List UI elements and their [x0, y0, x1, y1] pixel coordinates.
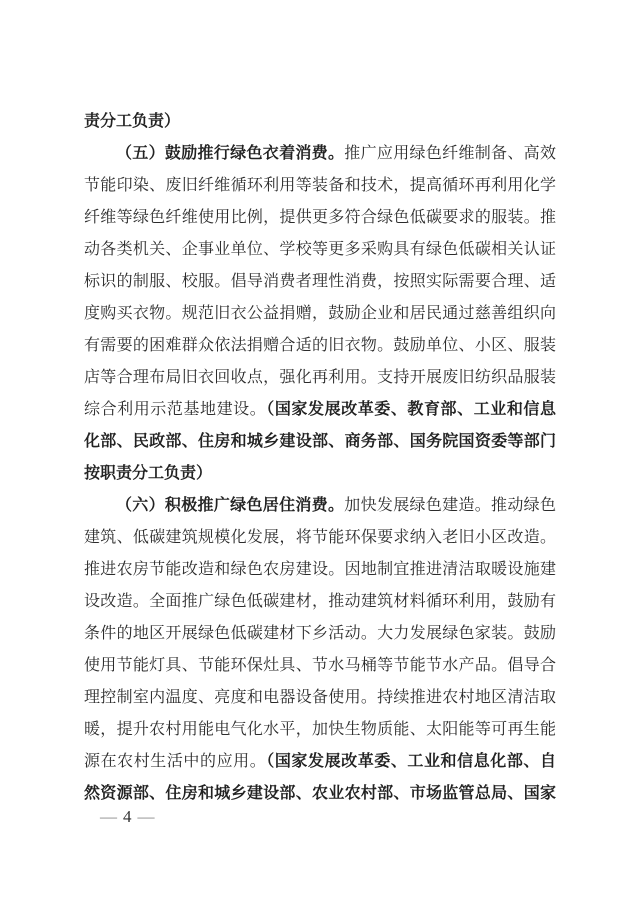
text-line [84, 426, 556, 458]
text-run: 条件的地区开展绿色低碳建材下乡活动。大力发展绿色家装。鼓励 [84, 625, 556, 642]
bold-text-run: 化部、民政部、住房和城乡建设部、商务部、国务院国资委等部门 [84, 433, 556, 450]
text-run: 推进农房节能改造和绿色农房建设。因地制宜推进清洁取暖设施建 [84, 561, 556, 578]
text-line [84, 266, 556, 298]
text-line [84, 490, 556, 522]
text-run: 纤维等绿色纤维使用比例，提供更多符合绿色低碳要求的服装。推 [84, 209, 556, 226]
text-line [84, 234, 556, 266]
text-run: 店等合理布局旧衣回收点，强化再利用。支持开展废旧纺织品服装 [84, 369, 556, 386]
text-run: 暖，提升农村用能电气化水平，加快生物质能、太阳能等可再生能 [84, 721, 556, 738]
text-line [84, 682, 556, 714]
bold-text-run: （五）鼓励推行绿色衣着消费。 [116, 145, 345, 162]
bold-text-run: （国家发展改革委、工业和信息化部、自 [266, 753, 556, 770]
text-run: 动各类机关、企事业单位、学校等更多采购具有绿色低碳相关认证 [84, 241, 556, 258]
text-line [84, 170, 556, 202]
text-run: 使用节能灯具、节能环保灶具、节水马桶等节能节水产品。倡导合 [84, 657, 556, 674]
text-line [84, 522, 556, 554]
text-line [84, 650, 556, 682]
bold-text-run: 然资源部、住房和城乡建设部、农业农村部、市场监管总局、国家 [84, 785, 556, 802]
bold-text-run: 责分工负责） [84, 113, 181, 130]
page-number [94, 806, 161, 828]
page-number-dash-right: — [137, 807, 155, 826]
text-line [84, 554, 556, 586]
text-run: 节能印染、废旧纤维循环利用等装备和技术，提高循环再利用化学 [84, 177, 556, 194]
text-line [84, 106, 556, 138]
bold-text-run: 按职责分工负责） [84, 465, 213, 482]
text-run: 度购买衣物。规范旧衣公益捐赠，鼓励企业和居民通过慈善组织向 [84, 305, 556, 322]
bold-text-run: （六）积极推广绿色居住消费。 [116, 497, 345, 514]
text-line [84, 138, 556, 170]
text-run: 理控制室内温度、亮度和电器设备使用。持续推进农村地区清洁取 [84, 689, 556, 706]
text-run: 有需要的困难群众依法捐赠合适的旧衣物。鼓励单位、小区、服装 [84, 337, 556, 354]
bold-text-run: （国家发展改革委、教育部、工业和信息 [266, 401, 556, 418]
text-run: 综合利用示范基地建设。 [84, 401, 267, 418]
page-number-value: 4 [123, 807, 132, 826]
document-body [84, 106, 556, 810]
text-run: 推广应用绿色纤维制备、高效 [344, 145, 556, 162]
text-line [84, 330, 556, 362]
text-line [84, 394, 556, 426]
text-line [84, 586, 556, 618]
text-run: 建筑、低碳建筑规模化发展，将节能环保要求纳入老旧小区改造。 [84, 529, 556, 546]
text-line [84, 714, 556, 746]
text-line [84, 746, 556, 778]
text-line [84, 202, 556, 234]
text-line [84, 362, 556, 394]
text-run: 加快发展绿色建造。推动绿色 [344, 497, 556, 514]
text-line [84, 298, 556, 330]
text-run: 设改造。全面推广绿色低碳建材，推动建筑材料循环利用，鼓励有 [84, 593, 556, 610]
text-run: 标识的制服、校服。倡导消费者理性消费，按照实际需要合理、适 [84, 273, 556, 290]
text-line [84, 458, 556, 490]
text-line [84, 618, 556, 650]
page-number-dash-left: — [100, 807, 117, 826]
text-run: 源在农村生活中的应用。 [84, 753, 267, 770]
